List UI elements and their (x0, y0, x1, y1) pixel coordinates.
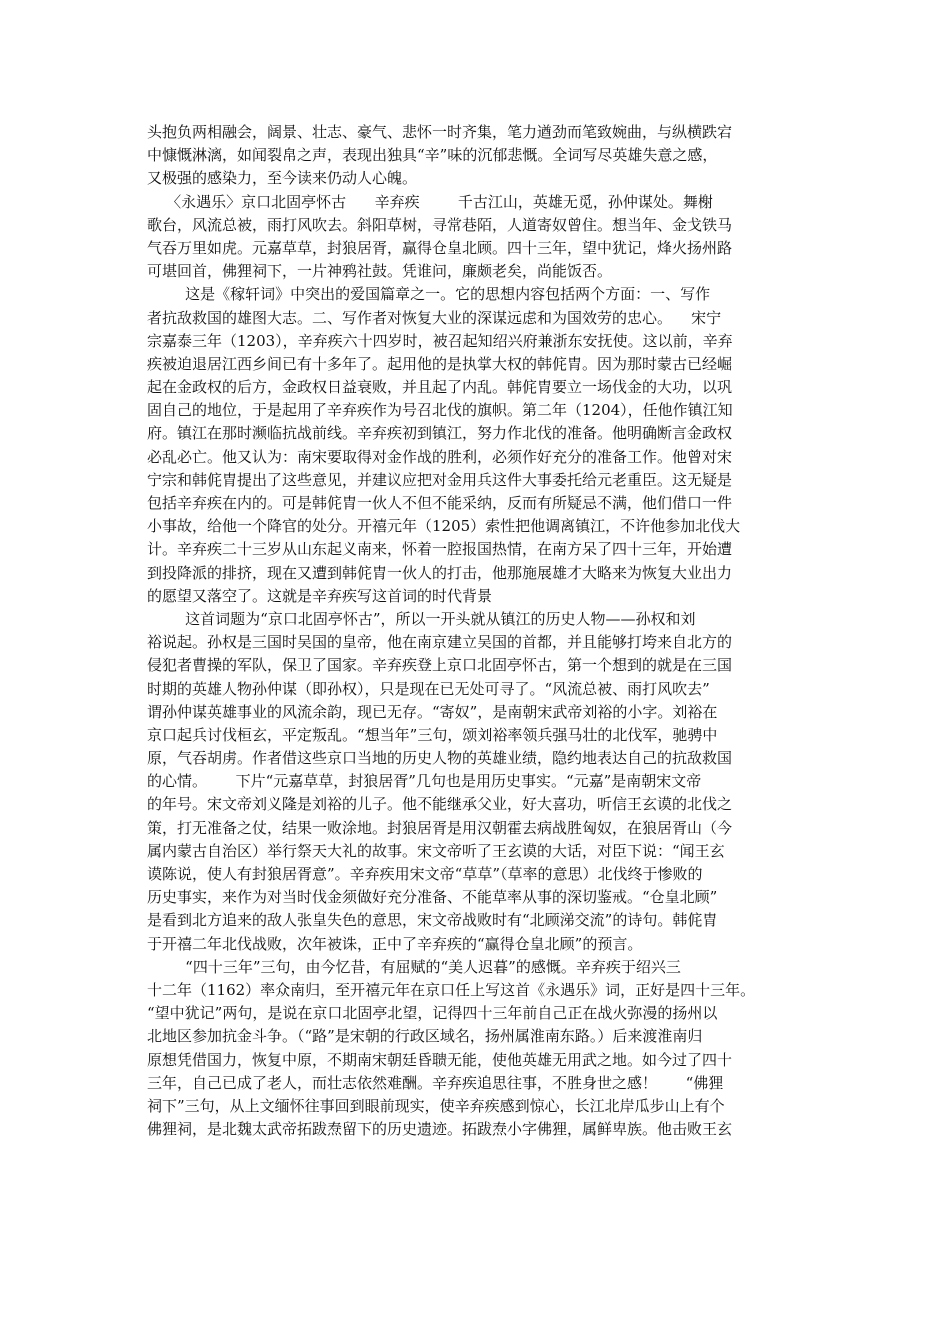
text-line: 歌台，风流总被，雨打风吹去。斜阳草树，寻常巷陌，人道寄奴曾住。想当年、金戈铁马 (147, 215, 733, 234)
text-line: 的年号。宋文帝刘义隆是刘裕的儿子。他不能继承父业，好大喜功，听信王玄谟的北伐之 (147, 795, 733, 814)
text-line: 起在金政权的后方，金政权日益衰败，并且起了内乱。韩侂胄要立一场伐金的大功，以巩 (147, 378, 733, 397)
text-line: 三年，自己已成了老人，而壮志依然难酬。辛弃疾追思往事，不胜身世之感！ “佛狸 (147, 1073, 724, 1092)
text-line: 可堪回首，佛狸祠下，一片神鸦社鼓。凭谁问，廉颇老矣，尚能饭否。 (147, 262, 613, 281)
text-line: 佛狸祠，是北魏太武帝拓跋焘留下的历史遗迹。拓跋焘小字佛狸，属鲜卑族。他击败王玄 (147, 1120, 733, 1139)
text-line: 必乱必亡。他又认为：南宋要取得对金作战的胜利，必须作好充分的准备工作。他曾对宋 (147, 447, 733, 466)
paragraph-start: “四十三年”三句，由今忆昔，有屈赋的“美人迟暮”的感慨。辛弃疾于绍兴三 (147, 957, 681, 976)
text-line: 侵犯者曹操的军队，保卫了国家。辛弃疾登上京口北固亭怀古，第一个想到的就是在三国 (147, 656, 733, 675)
text-line: 京口起兵讨伐桓玄，平定叛乱。“想当年”三句，颂刘裕率领兵强马壮的北伐军，驰骋中 (147, 725, 718, 744)
text-line: 属内蒙古自治区）举行祭天大礼的故事。宋文帝听了王玄谟的大话，对臣下说：“闻王玄 (147, 841, 725, 860)
text-line: 的心情。 下片“元嘉草草，封狼居胥”几句也是用历史事实。“元嘉”是南朝宋文帝 (147, 772, 702, 791)
text-line: 疾被迫退居江西乡间已有十多年了。起用他的是执掌大权的韩侂胄。因为那时蒙古已经崛 (147, 354, 733, 373)
text-line: 又极强的感染力，至今读来仍动人心魄。 (147, 169, 418, 188)
text-line: 中慷慨淋漓，如闻裂帛之声，表现出独具“辛”味的沉郁悲慨。全词写尽英雄失意之感， (147, 146, 718, 165)
text-line: 者抗敌救国的雄图大志。二、写作者对恢复大业的深谋远虑和为国效劳的忠心。 宋宁 (147, 308, 722, 327)
text-line: 计。辛弃疾二十三岁从山东起义南来，怀着一腔报国热情，在南方呆了四十三年，开始遭 (147, 540, 733, 559)
text-line: 气吞万里如虎。元嘉草草，封狼居胥，赢得仓皇北顾。四十三年，望中犹记，烽火扬州路 (147, 238, 733, 257)
text-line: 宗嘉泰三年（1203），辛弃疾六十四岁时，被召起知绍兴府兼浙东安抚使。这以前，辛弃 (147, 331, 733, 350)
text-line: 小事故，给他一个降官的处分。开禧元年（1205）索性把他调离镇江，不许他参加北伐大 (147, 517, 741, 536)
text-line: 十二年（1162）率众南归，至开禧元年在京口任上写这首《永遇乐》词，正好是四十三年。 (147, 980, 756, 999)
paragraph-start: 这首词题为“京口北固亭怀古”，所以一开头就从镇江的历史人物——孙权和刘 (147, 609, 696, 628)
text-line: 原，气吞胡虏。作者借这些京口当地的历史人物的英雄业绩，隐约地表达自己的抗敌救国 (147, 749, 733, 768)
text-line: 裕说起。孙权是三国时吴国的皇帝，他在南京建立吴国的首都，并且能够打垮来自北方的 (147, 633, 733, 652)
text-line: 历史事实，来作为对当时伐金须做好充分准备、不能草率从事的深切鉴戒。“仓皇北顾” (147, 888, 718, 907)
text-line: 的愿望又落空了。这就是辛弃疾写这首词的时代背景 (147, 586, 493, 605)
text-line: 宁宗和韩侂胄提出了这些意见，并建议应把对金用兵这件大事委托给元老重臣。这无疑是 (147, 470, 733, 489)
text-line: 固自己的地位，于是起用了辛弃疾作为号召北伐的旗帜。第二年（1204），任他作镇江知 (147, 401, 733, 420)
text-line: 于开禧二年北伐战败，次年被诛，正中了辛弃疾的“赢得仓皇北顾”的预言。 (147, 934, 643, 953)
text-line: 谟陈说，使人有封狼居胥意”。辛弃疾用宋文帝“草草”（草率的意思）北伐终于惨败的 (147, 865, 703, 883)
text-line: 到投降派的排挤，现在又遭到韩侂胄一伙人的打击，他那施展雄才大略来为恢复大业出力 (147, 563, 733, 582)
text-line: 北地区参加抗金斗争。（“路”是宋朝的行政区域名，扬州属淮南东路。）后来渡淮南归 (147, 1027, 703, 1046)
text-line: “望中犹记”两句，是说在京口北固亭北望，记得四十三年前自己正在战火弥漫的扬州以 (147, 1004, 718, 1023)
text-line: 谓孙仲谋英雄事业的风流余韵，现已无存。“寄奴”，是南朝宋武帝刘裕的小字。刘裕在 (147, 702, 718, 721)
document-page (147, 121, 807, 1141)
text-line: 是看到北方追来的敌人张皇失色的意思，宋文帝战败时有“北顾涕交流”的诗句。韩侂胄 (147, 911, 718, 930)
text-line: 时期的英雄人物孙仲谋（即孙权），只是现在已无处可寻了。“风流总被、雨打风吹去” (147, 679, 710, 698)
text-line: 头抱负两相融会，阔景、壮志、豪气、悲怀一时齐集，笔力遒劲而笔致婉曲，与纵横跌宕 (147, 123, 733, 141)
text-line: 原想凭借国力，恢复中原，不期南宋朝廷昏聩无能，使他英雄无用武之地。如今过了四十 (147, 1050, 733, 1069)
text-line: 祠下”三句，从上文缅怀往事回到眼前现实，使辛弃疾感到惊心，长江北岸瓜步山上有个 (147, 1096, 725, 1115)
text-line: 包括辛弃疾在内的。可是韩侂胄一伙人不但不能采纳，反而有所疑忌不满，他们借口一件 (147, 494, 733, 512)
text-line: 府。镇江在那时濒临抗战前线。辛弃疾初到镇江，努力作北伐的准备。他明确断言金政权 (147, 424, 733, 443)
text-line: 策，打无准备之仗，结果一败涂地。封狼居胥是用汉朝霍去病战胜匈奴，在狼居胥山（今 (147, 818, 733, 837)
poem-title-line: 〈永遇乐〉京口北固亭怀古 辛弃疾 千古江山，英雄无觅，孙仲谋处。舞榭 (147, 192, 713, 211)
paragraph-start: 这是《稼轩词》中突出的爱国篇章之一。它的思想内容包括两个方面：一、写作 (147, 285, 711, 304)
